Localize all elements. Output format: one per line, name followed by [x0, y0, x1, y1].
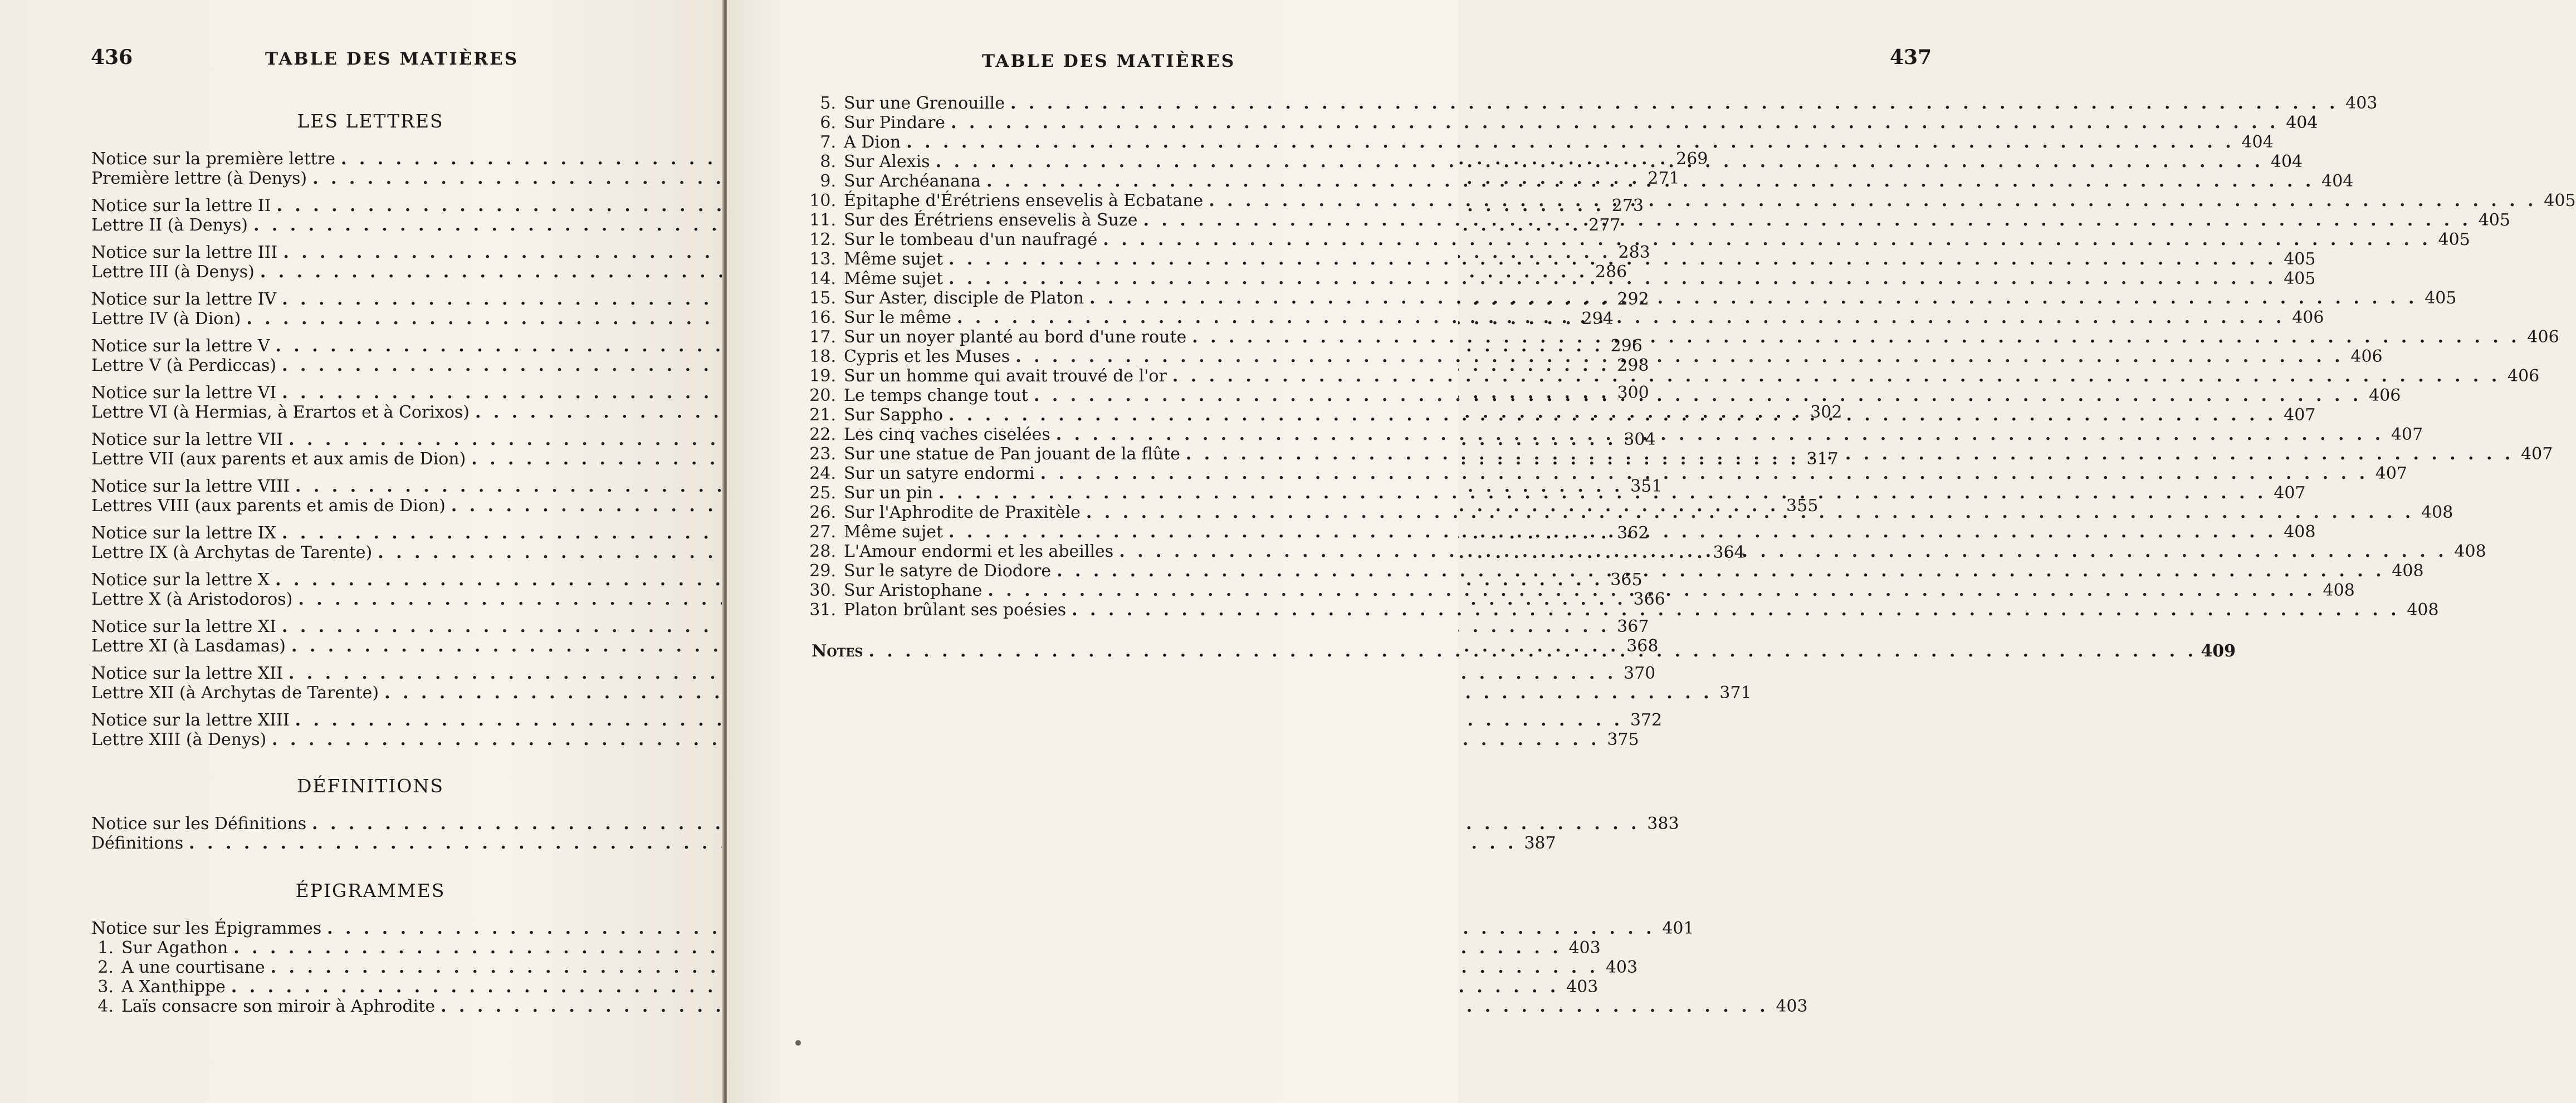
- dot-leader: [951, 308, 2288, 327]
- toc-entry-page: 406: [2369, 386, 2401, 405]
- toc-entry-page: 407: [2284, 405, 2316, 425]
- dot-leader: [1081, 503, 2417, 522]
- toc-entry-number: 7.: [820, 133, 836, 152]
- toc-entry-page: 371: [1719, 683, 1752, 703]
- toc-entry-label: Même sujet: [844, 522, 944, 542]
- section-title-definitions: DÉFINITIONS: [297, 775, 444, 797]
- toc-entry-page: 404: [2241, 133, 2274, 152]
- toc-entry: [805, 464, 2408, 483]
- dot-leader: [1051, 561, 2388, 581]
- toc-entry-label: Lettre X (à Aristodoros): [91, 590, 293, 609]
- toc-entry-label: Notes: [812, 641, 863, 661]
- toc-entry-label: Sur le tombeau d'un naufragé: [844, 230, 1098, 249]
- page-number-right: 437: [1890, 46, 1932, 69]
- toc-entry-page: 406: [2507, 366, 2540, 386]
- toc-entry-label: Les cinq vaches ciselées: [844, 425, 1050, 444]
- toc-entry-label: Sur une statue de Pan jouant de la flûte: [844, 444, 1180, 464]
- toc-entry-page: 406: [2527, 327, 2559, 347]
- toc-entry-page: 387: [1524, 834, 1556, 853]
- dot-leader: [1005, 94, 2342, 113]
- toc-entry: [91, 730, 1639, 749]
- toc-entry-page: 404: [2286, 113, 2318, 133]
- toc-entry-page: 362: [1617, 523, 1649, 543]
- toc-entry-label: Lettre II (à Denys): [91, 215, 248, 235]
- toc-entry-number: 16.: [809, 308, 836, 327]
- toc-entry: [91, 710, 1663, 730]
- toc-entry-label: A Xanthippe: [121, 977, 226, 997]
- toc-entry-label: Notice sur la lettre XII: [91, 664, 283, 683]
- toc-epigrammes-left: [91, 919, 1808, 1016]
- running-head-right: TABLE DES MATIÈRES: [982, 51, 1236, 71]
- toc-entry-label: Lettre XIII (à Denys): [91, 730, 267, 749]
- toc-entry-number: 29.: [809, 561, 836, 581]
- toc-entry-label: A une courtisane: [121, 958, 265, 977]
- toc-entry: [91, 834, 1556, 853]
- toc-entry-number: 18.: [809, 347, 836, 366]
- toc-entry-number: 27.: [809, 522, 836, 542]
- toc-entry-page: 404: [2321, 171, 2354, 191]
- toc-entry-label: Laïs consacre son miroir à Aphrodite: [121, 997, 436, 1016]
- toc-entry-label: Première lettre (à Denys): [91, 169, 307, 188]
- dot-leader: [1203, 191, 2540, 210]
- toc-entry-label: Sur Aster, disciple de Platon: [844, 288, 1084, 308]
- toc-entry-label: Notice sur la lettre II: [91, 196, 271, 215]
- dot-leader: [1010, 347, 2347, 366]
- toc-entry-page: 296: [1610, 336, 1643, 356]
- toc-entry-number: 1.: [97, 938, 114, 958]
- toc-entry: [91, 938, 1601, 958]
- toc-entry-label: L'Amour endormi et les abeilles: [844, 542, 1114, 561]
- toc-entry-label: Notice sur la lettre VII: [91, 430, 283, 449]
- toc-entry-label: Notice sur les Épigrammes: [91, 919, 322, 938]
- toc-entry-label: Le temps change tout: [844, 386, 1028, 405]
- toc-entry-page: 408: [2392, 561, 2424, 581]
- toc-entry-page: 375: [1607, 730, 1639, 749]
- dot-leader: [933, 483, 2270, 503]
- toc-entry-page: 403: [1568, 938, 1601, 958]
- dot-leader: [1097, 230, 2434, 249]
- toc-entry-label: Lettre IV (à Dion): [91, 309, 241, 329]
- toc-entry-number: 10.: [809, 191, 836, 210]
- toc-entry-number: 13.: [809, 249, 836, 269]
- toc-entry-number: 21.: [809, 405, 836, 425]
- toc-entry-page: 317: [1806, 449, 1839, 469]
- toc-entry-label: Sur Agathon: [121, 938, 228, 958]
- toc-entry-label: Lettres VIII (aux parents et amis de Dion): [91, 496, 446, 516]
- toc-entry: [805, 113, 2318, 133]
- toc-entry-label: Sur des Érétriens ensevelis à Suze: [844, 210, 1138, 230]
- dot-leader: [1186, 327, 2523, 347]
- toc-entry-page: 405: [2284, 269, 2316, 288]
- dot-leader: [945, 113, 2282, 133]
- toc-entry-number: 28.: [809, 542, 836, 561]
- toc-entry-page: 405: [2438, 230, 2470, 249]
- toc-entry: [805, 133, 2274, 152]
- dot-leader: [1138, 210, 2475, 230]
- toc-entry-label: Sur Archéanana: [844, 171, 981, 191]
- toc-entry-number: 24.: [809, 464, 836, 483]
- toc-entry-number: 14.: [809, 269, 836, 288]
- toc-entry-number: 20.: [809, 386, 836, 405]
- toc-entry-page: 302: [1810, 403, 1842, 422]
- dot-leader: [943, 405, 2280, 425]
- page-number-left: 436: [91, 46, 133, 69]
- toc-entry-label: Notice sur la lettre IX: [91, 523, 276, 543]
- toc-entry-page: 383: [1647, 814, 1679, 834]
- ink-speck: [795, 1040, 801, 1046]
- toc-entry-page: 365: [1610, 570, 1643, 590]
- toc-entry-label: Épitaphe d'Érétriens ensevelis à Ecbatane: [844, 191, 1204, 210]
- toc-entry-page: 292: [1617, 290, 1649, 309]
- toc-entry-page: 404: [2270, 152, 2303, 171]
- toc-entry-label: Lettre VII (aux parents et aux amis de Dion): [91, 449, 466, 469]
- toc-entry: [91, 664, 1656, 683]
- toc-entry-label: Sur un satyre endormi: [844, 464, 1035, 483]
- running-head-left: TABLE DES MATIÈRES: [265, 49, 519, 69]
- dot-leader: [863, 641, 2200, 661]
- toc-entry-label: Sur Aristophane: [844, 581, 983, 600]
- toc-entry-label: Sur Sappho: [844, 405, 943, 425]
- toc-entry-label: Sur un homme qui avait trouvé de l'or: [844, 366, 1167, 386]
- toc-entry-label: Lettre III (à Denys): [91, 262, 255, 282]
- dot-leader: [943, 249, 2280, 269]
- toc-definitions: [91, 814, 1679, 853]
- toc-entry-page: 286: [1595, 262, 1627, 282]
- toc-entry-label: Platon brûlant ses poésies: [844, 600, 1067, 620]
- toc-entry-page: 403: [1566, 977, 1599, 997]
- toc-entry-number: 19.: [809, 366, 836, 386]
- toc-entry-label: Lettre VI (à Hermias, à Erartos et à Corixos): [91, 403, 470, 422]
- toc-entry-label: Cypris et les Muses: [844, 347, 1010, 366]
- toc-entry-page: 355: [1786, 496, 1819, 516]
- toc-entry-page: 408: [2421, 503, 2453, 522]
- toc-entry-page: 370: [1624, 664, 1656, 683]
- toc-entry-page: 408: [2454, 542, 2486, 561]
- toc-entry-page: 406: [2350, 347, 2383, 366]
- toc-entry-number: 23.: [809, 444, 836, 464]
- dot-leader: [1084, 288, 2421, 308]
- toc-entry: [805, 366, 2540, 386]
- toc-entry-label: Sur un noyer planté au bord d'une route: [844, 327, 1187, 347]
- toc-entry-number: 25.: [809, 483, 836, 503]
- toc-entry-page: 372: [1630, 710, 1663, 730]
- toc-entry-page: 271: [1648, 169, 1680, 188]
- toc-entry-label: Sur le même: [844, 308, 952, 327]
- toc-entry: [805, 600, 2439, 620]
- toc-entry-page: 408: [2323, 581, 2355, 600]
- toc-entry-page: 366: [1633, 590, 1665, 609]
- toc-entry: [805, 230, 2470, 249]
- toc-entry-label: Notice sur la lettre V: [91, 336, 270, 356]
- toc-entry-page: 283: [1618, 243, 1650, 262]
- toc-entry-page: 294: [1581, 309, 1614, 329]
- toc-entry-page: 408: [2284, 522, 2316, 542]
- toc-entry-label: Notice sur la lettre IV: [91, 290, 277, 309]
- toc-entry-page: 405: [2544, 191, 2576, 210]
- toc-entry-number: 5.: [820, 94, 836, 113]
- toc-entry-label: A Dion: [844, 133, 901, 152]
- toc-entry: [91, 997, 1808, 1016]
- toc-entry-label: Notice sur la lettre X: [91, 570, 270, 590]
- toc-entry-page: 403: [1776, 997, 1808, 1016]
- dot-leader: [901, 133, 2237, 152]
- toc-entry-number: 17.: [809, 327, 836, 347]
- dot-leader: [981, 171, 2318, 191]
- dot-leader: [1050, 425, 2387, 444]
- toc-entry-label: Lettre XI (à Lasdamas): [91, 636, 286, 656]
- toc-entry-label: Lettre V (à Perdiccas): [91, 356, 277, 375]
- toc-entry-label: Notice sur la lettre VIII: [91, 477, 290, 496]
- toc-entry: [91, 919, 1694, 938]
- toc-entry-page: 403: [1605, 958, 1638, 977]
- toc-entry-number: 15.: [809, 288, 836, 308]
- toc-entry-number: 26.: [809, 503, 836, 522]
- toc-entry-page: 351: [1630, 477, 1663, 496]
- toc-entry-label: Sur un pin: [844, 483, 933, 503]
- toc-entry-page: 269: [1676, 149, 1708, 169]
- toc-entry-label: Même sujet: [844, 249, 944, 269]
- toc-entry-page: 407: [2521, 444, 2553, 464]
- toc-entry: [91, 958, 1638, 977]
- toc-entry-page: 364: [1713, 543, 1745, 562]
- toc-entry-label: Sur l'Aphrodite de Praxitèle: [844, 503, 1081, 522]
- dot-leader: [930, 152, 2267, 171]
- toc-entry-page: 273: [1611, 196, 1644, 215]
- dot-leader: [943, 269, 2280, 288]
- toc-entry-number: 22.: [809, 425, 836, 444]
- section-title-epigrammes: ÉPIGRAMMES: [295, 880, 446, 901]
- toc-entry-page: 407: [2391, 425, 2423, 444]
- dot-leader: [1066, 600, 2403, 620]
- dot-leader: [943, 522, 2280, 542]
- toc-entry-page: 407: [2274, 483, 2306, 503]
- toc-entry: [805, 94, 2378, 113]
- dot-leader: [1167, 366, 2504, 386]
- toc-entry-page: 407: [2375, 464, 2408, 483]
- toc-entry-number: 9.: [820, 171, 836, 191]
- toc-entry-page: 401: [1662, 919, 1694, 938]
- toc-entry-number: 11.: [809, 210, 836, 230]
- toc-entry-label: Sur Pindare: [844, 113, 946, 133]
- toc-entry-label: Notice sur la lettre III: [91, 243, 278, 262]
- toc-entry-page: 277: [1588, 215, 1621, 235]
- toc-entry-label: Notice sur la lettre XIII: [91, 710, 290, 730]
- toc-entry: [91, 977, 1599, 997]
- toc-entry: [91, 617, 1649, 636]
- toc-entry-label: Sur le satyre de Diodore: [844, 561, 1052, 581]
- section-title-lettres: LES LETTRES: [297, 110, 444, 132]
- toc-entry-label: Définitions: [91, 834, 184, 853]
- toc-entry-page: 405: [2284, 249, 2316, 269]
- toc-entry-page: 406: [2292, 308, 2324, 327]
- toc-entry-number: 30.: [809, 581, 836, 600]
- toc-entry-number: 3.: [97, 977, 114, 997]
- toc-entry-number: 2.: [97, 958, 114, 977]
- toc-entry-label: Notice sur la première lettre: [91, 149, 335, 169]
- toc-entry-page: 300: [1617, 383, 1649, 403]
- dot-leader: [1035, 464, 2372, 483]
- dot-leader: [1028, 386, 2365, 405]
- toc-entry-number: 4.: [97, 997, 114, 1016]
- toc-entry-page: 405: [2425, 288, 2457, 308]
- dot-leader: [1113, 542, 2450, 561]
- toc-entry-label: Même sujet: [844, 269, 944, 288]
- toc-entry-label: Notice sur les Définitions: [91, 814, 307, 834]
- toc-entry-page: 368: [1626, 636, 1659, 656]
- toc-entry-label: Sur Alexis: [844, 152, 930, 171]
- toc-entry-label: Notice sur la lettre XI: [91, 617, 276, 636]
- toc-entry-number: 8.: [820, 152, 836, 171]
- toc-entry-number: 12.: [809, 230, 836, 249]
- toc-entry-label: Lettre XII (à Archytas de Tarente): [91, 683, 379, 703]
- toc-entry-label: Notice sur la lettre VI: [91, 383, 277, 403]
- toc-entry-page: 405: [2478, 210, 2510, 230]
- toc-entry-page: 403: [2345, 94, 2378, 113]
- toc-entry-page: 408: [2407, 600, 2439, 620]
- toc-entry-number: 6.: [820, 113, 836, 133]
- toc-entry-label: Sur une Grenouille: [844, 94, 1005, 113]
- dot-leader: [1180, 444, 2517, 464]
- toc-entry: [91, 814, 1679, 834]
- toc-entry-label: Lettre IX (à Archytas de Tarente): [91, 543, 373, 562]
- toc-entry-page: 298: [1617, 356, 1649, 375]
- toc-entry: [91, 683, 1752, 703]
- dot-leader: [982, 581, 2319, 600]
- toc-entry-number: 31.: [809, 600, 836, 620]
- toc-entry-page: 409: [2201, 641, 2236, 661]
- toc-entry-page: 304: [1624, 430, 1656, 449]
- toc-entry-page: 367: [1617, 617, 1649, 636]
